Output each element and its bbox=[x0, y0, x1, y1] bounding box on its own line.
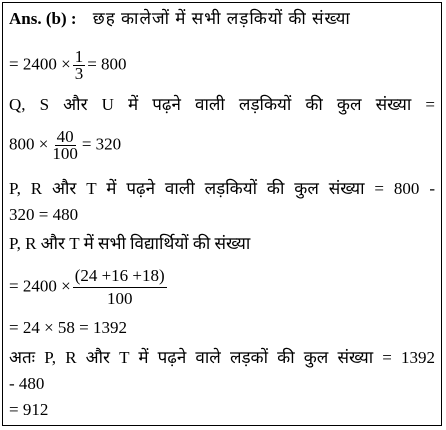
final-answer: = 912 bbox=[9, 400, 49, 419]
prt-boys-line: अतः P, R और T में पढ़ने वाले लड़कों की कुल संख्या = 1392 bbox=[9, 348, 435, 367]
prt-students-line: P, R और T में सभी विद्यार्थियों की संख्या bbox=[9, 234, 251, 253]
prt-girls-line: P, R और T में पढ़ने वाली लड़कियों की कुल संख्या = 800 - bbox=[9, 179, 435, 198]
fraction-denominator: 100 bbox=[106, 289, 133, 308]
product-line: = 24 × 58 = 1392 bbox=[9, 318, 128, 337]
answer-heading-line bbox=[9, 9, 435, 29]
eq3-left: = 2400 × bbox=[9, 276, 71, 296]
fraction-numerator: 40 bbox=[56, 127, 74, 146]
fraction-forty-percent bbox=[50, 129, 80, 162]
fraction-one-third bbox=[73, 49, 86, 82]
fraction-denominator: 100 bbox=[52, 144, 78, 163]
fraction-sum bbox=[73, 265, 167, 310]
equation-line-3 bbox=[9, 265, 169, 310]
equation-line-1 bbox=[9, 49, 127, 82]
fraction-numerator: 1 bbox=[74, 47, 84, 66]
qsu-girls-line: Q, S और U में पढ़ने वाली लड़कियों की कुल संख्या = bbox=[9, 95, 435, 114]
eq1-right: = 800 bbox=[87, 54, 127, 74]
eq1-left: = 2400 × bbox=[9, 54, 71, 74]
fraction-numerator: (24 +16 +18) bbox=[73, 265, 167, 288]
answer-label: Ans. (b) : bbox=[9, 9, 77, 28]
prt-boys-subtract: - 480 bbox=[9, 374, 45, 393]
eq2-right: = 320 bbox=[81, 134, 122, 154]
fraction-denominator: 3 bbox=[74, 64, 84, 83]
eq2-left: 800 × bbox=[9, 134, 49, 154]
total-girls-text: छह कालेजों में सभी लड़कियों की संख्या bbox=[92, 9, 351, 28]
equation-line-2 bbox=[9, 129, 121, 162]
answer-box bbox=[2, 2, 442, 426]
prt-girls-result: 320 = 480 bbox=[9, 205, 79, 224]
